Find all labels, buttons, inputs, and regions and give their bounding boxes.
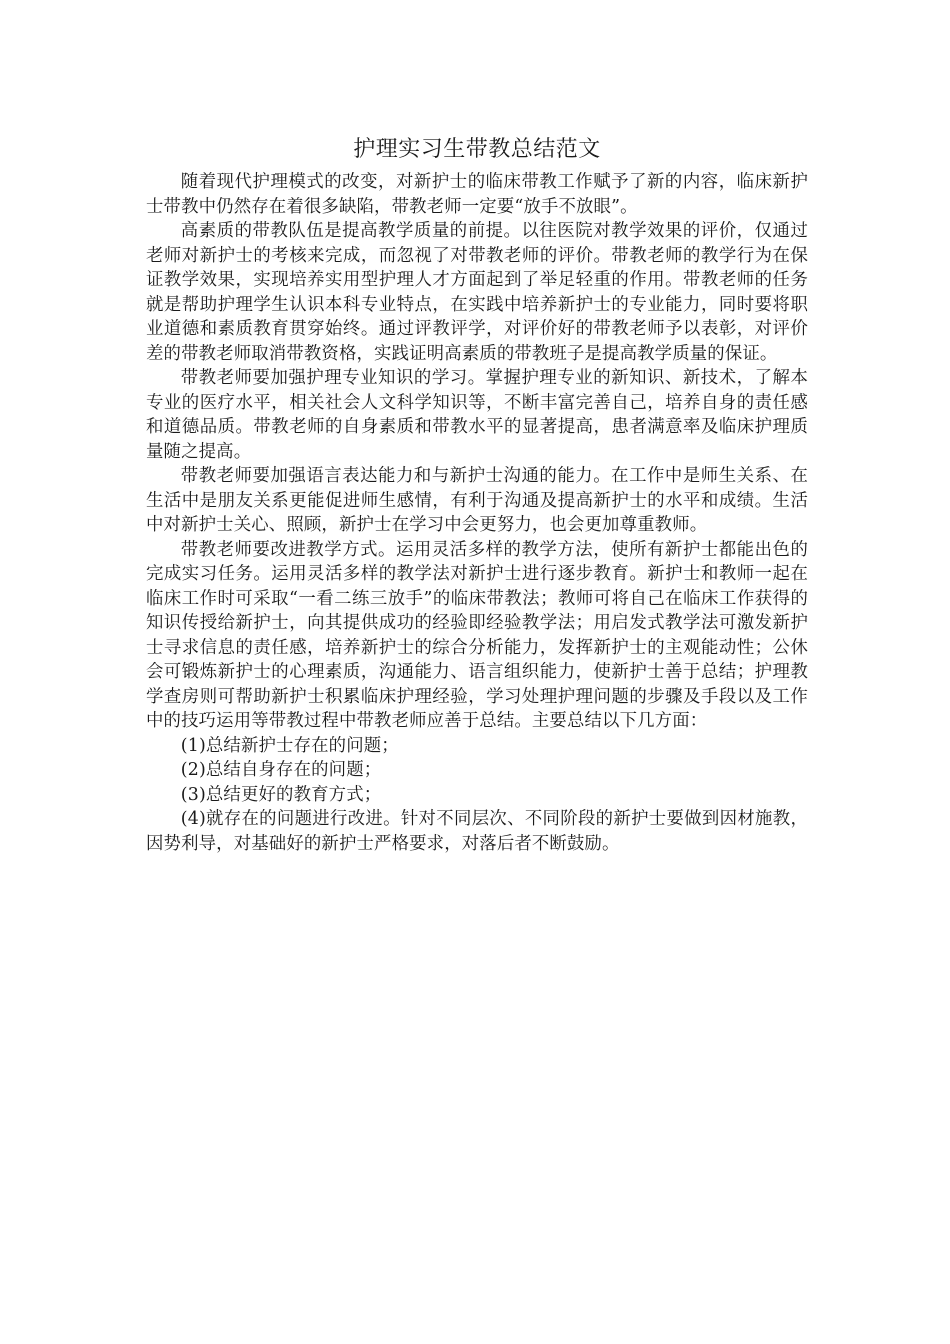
paragraph-communication: 带教老师要加强语言表达能力和与新护士沟通的能力。在工作中是师生关系、在生活中是朋友关系更能促进师生感情，有利于沟通及提高新护士的水平和成绩。生活中对新护士关心、照顾，新护士在学习中会更努力，也会更加尊重教师。 — [146, 466, 808, 535]
paragraph-professional-knowledge: 带教老师要加强护理专业知识的学习。掌握护理专业的新知识、新技术，了解本专业的医疗水平，相关社会人文科学知识等，不断丰富完善自己，培养自身的责任感和道德品质。带教老师的自身素质和带教水平的显著提高，患者满意率及临床护理质量随之提高。 — [146, 368, 808, 462]
summary-item-4: (4)就存在的问题进行改进。针对不同层次、不同阶段的新护士要做到因材施教，因势利导，对基础好的新护士严格要求，对落后者不断鼓励。 — [146, 809, 808, 854]
summary-item-2: (2)总结自身存在的问题； — [180, 760, 382, 780]
document-body — [146, 133, 808, 856]
document-title: 护理实习生带教总结范文 — [353, 137, 601, 162]
paragraph-teaching-team: 高素质的带教队伍是提高教学质量的前提。以往医院对教学效果的评价，仅通过老师对新护士的考核来完成，而忽视了对带教老师的评价。带教老师的教学行为在保证教学效果，实现培养实用型护理人才方面起到了举足轻重的作用。带教老师的任务就是帮助护理学生认识本科专业特点，在实践中培养新护士的专业能力，同时要将职业道德和素质教育贯穿始终。通过评教评学，对评价好的带教老师予以表彰，对评价差的带教老师取消带教资格，实践证明高素质的带教班子是提高教学质量的保证。 — [146, 221, 808, 364]
paragraph-intro: 随着现代护理模式的改变，对新护士的临床带教工作赋予了新的内容，临床新护士带教中仍然存在着很多缺陷，带教老师一定要“放手不放眼”。 — [146, 172, 808, 217]
paragraph-teaching-methods: 带教老师要改进教学方式。运用灵活多样的教学方法，使所有新护士都能出色的完成实习任务。运用灵活多样的教学法对新护士进行逐步教育。新护士和教师一起在临床工作时可采取“一看二练三放手”的临床带教法；教师可将自己在临床工作获得的知识传授给新护士，向其提供成功的经验即经验教学法；用启发式教学法可激发新护士寻求信息的责任感，培养新护士的综合分析能力，发挥新护士的主观能动性；公休会可锻炼新护士的心理素质，沟通能力、语言组织能力，使新护士善于总结；护理教学查房则可帮助新护士积累临床护理经验，学习处理护理问题的步骤及手段以及工作中的技巧运用等带教过程中带教老师应善于总结。主要总结以下几方面： — [146, 539, 808, 731]
summary-item-3: (3)总结更好的教育方式； — [180, 784, 382, 805]
summary-item-1: (1)总结新护士存在的问题； — [180, 735, 399, 756]
